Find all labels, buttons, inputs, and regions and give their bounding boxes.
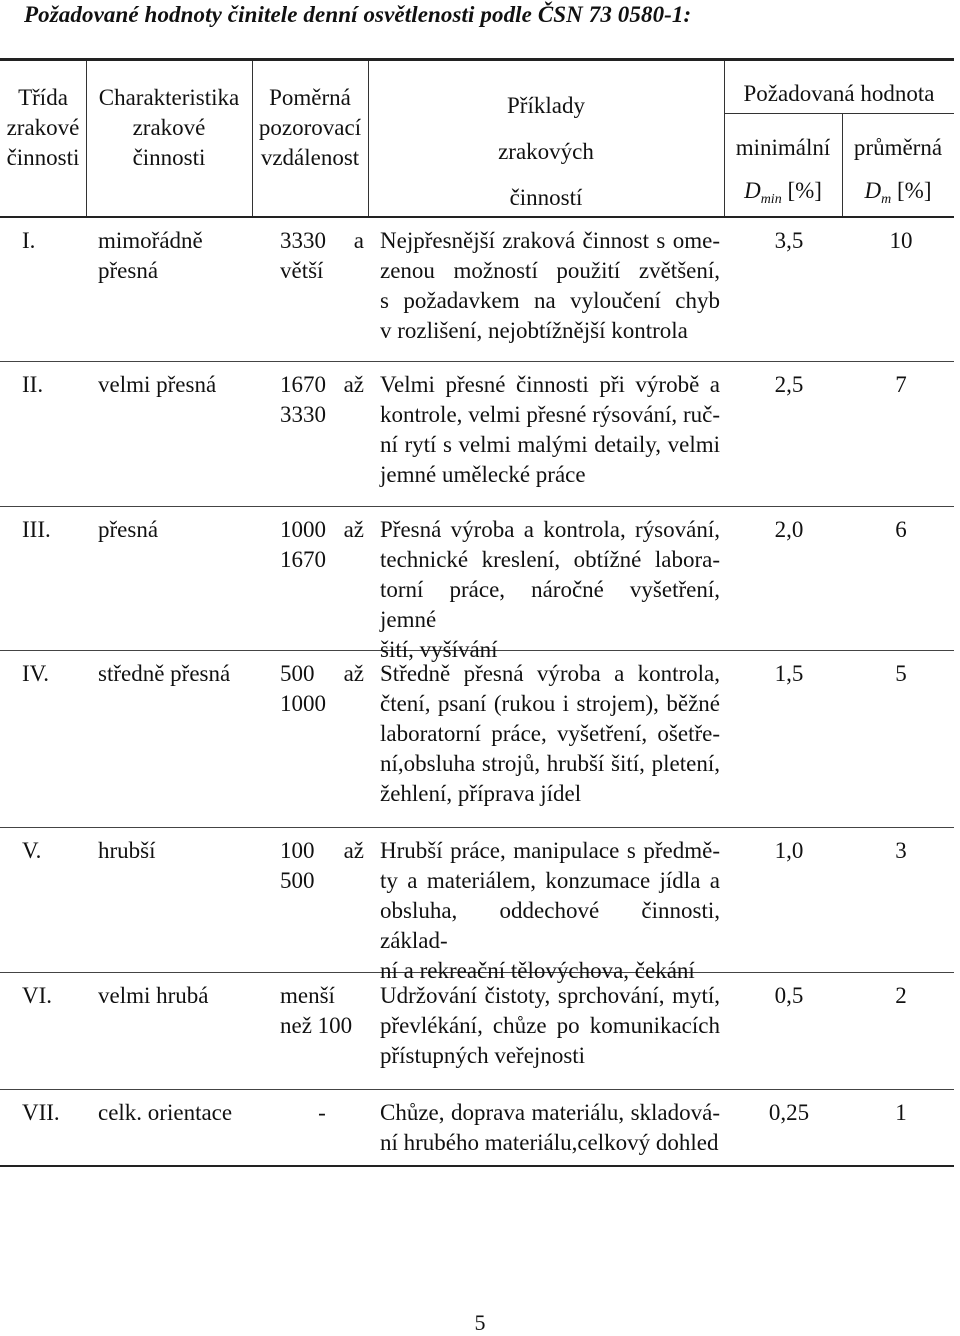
- distance-cell: [280, 659, 364, 719]
- class-cell: II.: [22, 372, 44, 397]
- examples-cell: [380, 515, 720, 665]
- min-value-cell: 1,0: [774, 838, 804, 863]
- avg-value-cell: 1: [895, 1100, 907, 1125]
- table-row: [0, 651, 954, 828]
- characteristic-line: přesná: [98, 258, 159, 283]
- min-value-cell: 3,5: [774, 228, 804, 253]
- example-line: šití, vyšívání: [380, 637, 498, 662]
- avg-value-cell: 7: [895, 372, 907, 397]
- example-line: s požadavkem na vyloučení chyb: [380, 288, 720, 313]
- distance-value: 1670: [280, 372, 326, 397]
- examples-cell: [380, 1098, 720, 1158]
- header-required-value: Požadovaná hodnota: [743, 81, 935, 106]
- distance-value: 500: [280, 661, 315, 686]
- distance-connector: -: [318, 1100, 326, 1125]
- characteristic-cell: [98, 981, 263, 1011]
- class-cell: I.: [22, 228, 36, 253]
- characteristic-line: středně přesná: [98, 661, 231, 686]
- distance-value: 1000: [280, 517, 326, 542]
- page-number: 5: [474, 1310, 486, 1335]
- header-avg: průměrná: [853, 135, 943, 160]
- distance-value-2: 3330: [280, 402, 326, 427]
- example-line: ní,obsluha strojů, hrubší šití, pletení,: [380, 751, 720, 776]
- avg-value-cell: 5: [895, 661, 907, 686]
- example-line: jemné umělecké práce: [380, 462, 586, 487]
- avg-value-cell: 10: [889, 228, 913, 253]
- example-line: převlékání, chůze po komunikacích: [380, 1013, 720, 1038]
- distance-cell: [280, 981, 364, 1041]
- example-line: Přesná výroba a kontrola, rýsování,: [380, 517, 720, 542]
- characteristic-line: velmi hrubá: [98, 983, 209, 1008]
- characteristic-line: hrubší: [98, 838, 156, 863]
- distance-value-2: 500: [280, 868, 315, 893]
- distance-value: 3330: [280, 228, 326, 253]
- example-line: přístupných veřejnosti: [380, 1043, 586, 1068]
- distance-connector: a: [353, 228, 364, 253]
- table-row: [0, 218, 954, 362]
- min-value-cell: 0,5: [774, 983, 804, 1008]
- daylight-factor-table: [0, 58, 954, 1167]
- table-row: [0, 1090, 954, 1165]
- distance-value-2: větší: [280, 258, 324, 283]
- table-header: [0, 61, 954, 218]
- header-distance: Poměrná pozorovací vzdálenost: [258, 85, 362, 170]
- example-line: torní práce, náročné vyšetření, jemné: [380, 577, 720, 632]
- characteristic-cell: [98, 515, 263, 545]
- examples-cell: [380, 836, 720, 986]
- distance-connector: až: [343, 661, 364, 686]
- avg-value-cell: 6: [895, 517, 907, 542]
- distance-value-2: 1670: [280, 547, 326, 572]
- characteristic-cell: [98, 659, 263, 689]
- example-line: zenou možností použití zvětšení,: [380, 258, 720, 283]
- example-line: Chůze, doprava materiálu, skladová-: [380, 1100, 720, 1125]
- example-line: ty a materiálem, konzumace jídla a: [380, 868, 720, 893]
- distance-value-2: než 100: [280, 1013, 353, 1038]
- header-characteristic: Charakteristika zrakové činnosti: [98, 85, 240, 170]
- characteristic-cell: [98, 370, 263, 400]
- avg-value-cell: 3: [895, 838, 907, 863]
- header-examples: Příklady zrakových činností: [498, 93, 594, 210]
- table-row: [0, 973, 954, 1090]
- min-value-cell: 2,0: [774, 517, 804, 542]
- characteristic-line: celk. orientace: [98, 1100, 233, 1125]
- example-line: technické kreslení, obtížné labora-: [380, 547, 720, 572]
- characteristic-line: velmi přesná: [98, 372, 217, 397]
- table-row: [0, 362, 954, 507]
- example-line: Udržování čistoty, sprchování, mytí,: [380, 983, 720, 1008]
- examples-cell: [380, 226, 720, 346]
- examples-cell: [380, 981, 720, 1071]
- header-min: minimální: [735, 135, 831, 160]
- example-line: laboratorní práce, vyšetření, ošetře-: [380, 721, 720, 746]
- example-line: ní hrubého materiálu,celkový dohled: [380, 1130, 719, 1155]
- example-line: ní a rekreační tělovýchova, čekání: [380, 958, 695, 983]
- distance-cell: [280, 370, 364, 430]
- distance-value-2: 1000: [280, 691, 326, 716]
- class-cell: III.: [22, 517, 51, 542]
- class-cell: V.: [22, 838, 42, 863]
- class-cell: VII.: [22, 1100, 60, 1125]
- avg-value-cell: 2: [895, 983, 907, 1008]
- class-cell: IV.: [22, 661, 50, 686]
- distance-connector: až: [343, 372, 364, 397]
- characteristic-line: přesná: [98, 517, 159, 542]
- distance-cell: [280, 1098, 364, 1128]
- example-line: Nejpřesnější zraková činnost s ome-: [380, 228, 720, 253]
- table-row: [0, 828, 954, 983]
- distance-value: 100: [280, 838, 315, 863]
- min-value-cell: 1,5: [774, 661, 804, 686]
- example-line: čtení, psaní (rukou i strojem), běžné: [380, 691, 720, 716]
- example-line: v rozlišení, nejobtížnější kontrola: [380, 318, 688, 343]
- distance-value: menší: [280, 983, 335, 1008]
- examples-cell: [380, 659, 720, 809]
- characteristic-cell: [98, 226, 263, 286]
- distance-cell: [280, 515, 364, 575]
- class-cell: VI.: [22, 983, 53, 1008]
- header-class: Třída zrakové činnosti: [6, 85, 80, 170]
- table-row: [0, 507, 954, 662]
- distance-cell: [280, 836, 364, 896]
- distance-cell: [280, 226, 364, 286]
- example-line: obsluha, oddechové činnosti, základ-: [380, 898, 720, 953]
- example-line: kontrole, velmi přesné rýsování, ruč-: [380, 402, 720, 427]
- example-line: Velmi přesné činnosti při výrobě a: [380, 372, 720, 397]
- distance-connector: až: [343, 838, 364, 863]
- characteristic-cell: [98, 1098, 263, 1128]
- header-avg-symbol: $D_m$ [%]: [864, 178, 932, 207]
- min-value-cell: 2,5: [774, 372, 804, 397]
- document-title: Požadované hodnoty činitele denní osvětlenosti podle ČSN 73 0580-1:: [24, 2, 692, 27]
- example-line: Středně přesná výroba a kontrola,: [380, 661, 720, 686]
- distance-connector: až: [343, 517, 364, 542]
- min-value-cell: 0,25: [768, 1100, 810, 1125]
- example-line: ní rytí s velmi malými detaily, velmi: [380, 432, 720, 457]
- example-line: Hrubší práce, manipulace s předmě-: [380, 838, 720, 863]
- characteristic-cell: [98, 836, 263, 866]
- example-line: žehlení, příprava jídel: [380, 781, 582, 806]
- examples-cell: [380, 370, 720, 490]
- characteristic-line: mimořádně: [98, 228, 203, 253]
- header-min-symbol: $D_{min}$ [%]: [744, 178, 822, 207]
